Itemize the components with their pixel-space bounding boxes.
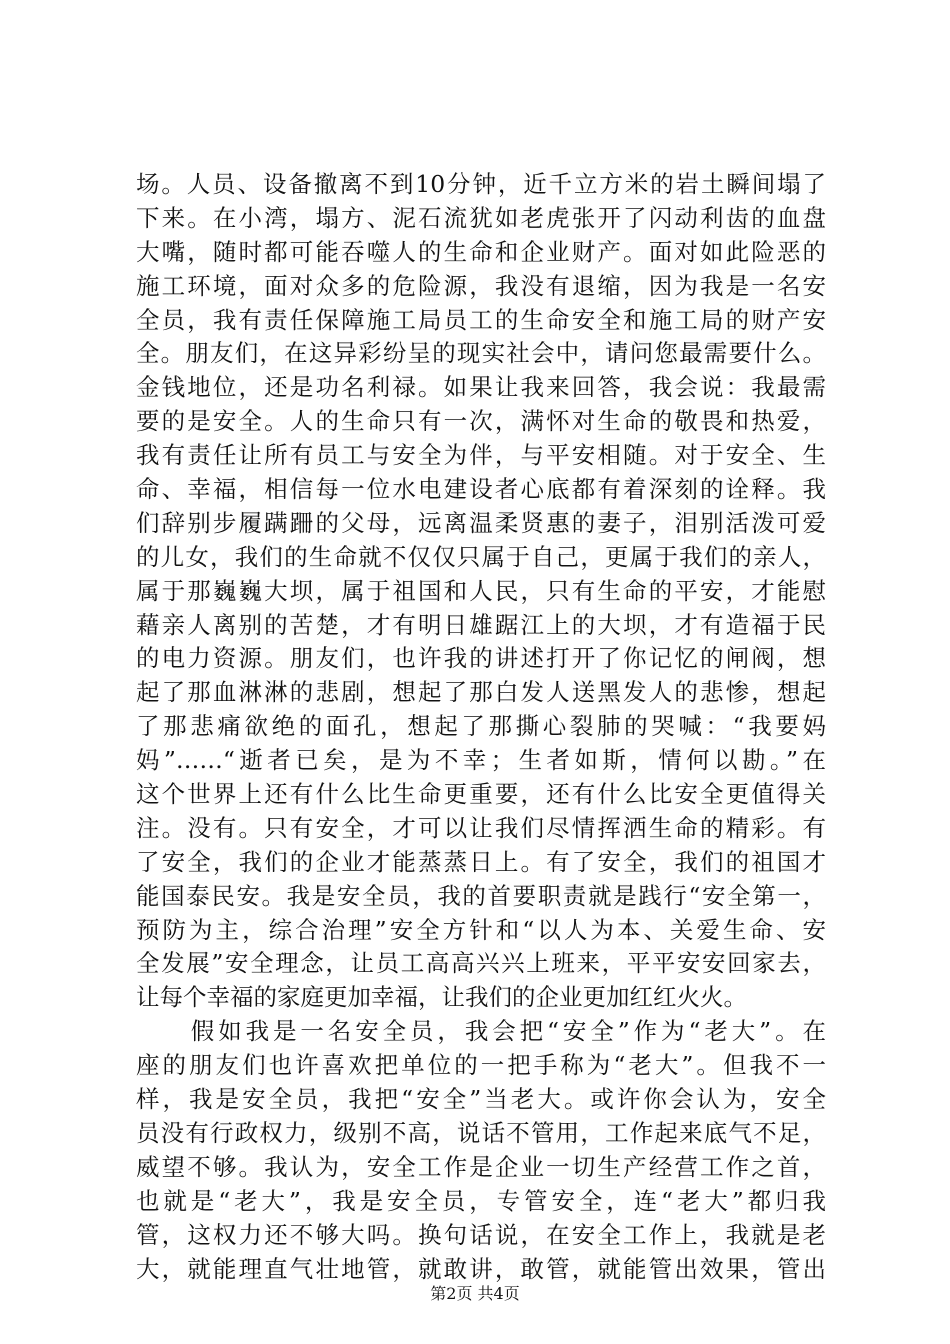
text-line: 管，这权力还不够大吗。换句话说，在安全工作上，我就是老 (136, 1220, 826, 1249)
text-line: 全员，我有责任保障施工局员工的生命安全和施工局的财产安 (136, 305, 826, 334)
text-line: 场。人员、设备撤离不到10分钟，近千立方米的岩土瞬间塌了 (136, 170, 826, 198)
text-line: 座的朋友们也许喜欢把单位的一把手称为“老大”。但我不一 (136, 1051, 826, 1080)
text-line: 我有责任让所有员工与安全为伴，与平安相随。对于安全、生 (136, 441, 826, 470)
text-line: 让每个幸福的家庭更加幸福，让我们的企业更加红红火火。 (136, 983, 747, 1012)
text-line: 也就是“老大”，我是安全员，专管安全，连“老大”都归我 (136, 1186, 826, 1215)
page-number-footer: 第2页 共4页 (430, 1284, 520, 1303)
text-line: 威望不够。我认为，安全工作是企业一切生产经营工作之首， (136, 1152, 826, 1181)
text-line: 金钱地位，还是功名利禄。如果让我来回答，我会说：我最需 (136, 373, 826, 402)
text-line: 大，就能理直气壮地管，就敢讲，敢管，就能管出效果，管出 (136, 1254, 826, 1283)
text-line: 属于那巍巍大坝，属于祖国和人民，只有生命的平安，才能慰 (136, 576, 826, 605)
text-line: 妈”……“逝者已矣，是为不幸；生者如斯，情何以勘。”在 (136, 746, 826, 775)
text-line: 这个世界上还有什么比生命更重要，还有什么比安全更值得关 (136, 780, 826, 809)
text-line: 了安全，我们的企业才能蒸蒸日上。有了安全，我们的祖国才 (136, 847, 826, 876)
text-line: 全发展”安全理念，让员工高高兴兴上班来，平平安安回家去， (136, 949, 826, 978)
text-line: 员没有行政权力，级别不高，说话不管用，工作起来底气不足， (136, 1118, 826, 1147)
text-line: 样，我是安全员，我把“安全”当老大。或许你会认为，安全 (136, 1085, 826, 1114)
body-text (136, 168, 826, 1286)
text-line: 的儿女，我们的生命就不仅仅只属于自己，更属于我们的亲人， (136, 542, 826, 571)
text-line: 能国泰民安。我是安全员，我的首要职责就是践行“安全第一， (136, 881, 826, 910)
text-line: 了那悲痛欲绝的面孔，想起了那撕心裂肺的哭喊：“我要妈 (136, 712, 826, 741)
text-line: 全。朋友们，在这异彩纷呈的现实社会中，请问您最需要什么。 (136, 339, 826, 368)
text-line: 下来。在小湾，塌方、泥石流犹如老虎张开了闪动利齿的血盘 (136, 203, 826, 232)
text-line: 藉亲人离别的苦楚，才有明日雄踞江上的大坝，才有造福于民 (136, 610, 826, 639)
text-line: 施工环境，面对众多的危险源，我没有退缩，因为我是一名安 (136, 271, 826, 300)
text-line: 命、幸福，相信每一位水电建设者心底都有着深刻的诠释。我 (136, 475, 826, 504)
text-line: 假如我是一名安全员，我会把“安全”作为“老大”。在 (136, 1017, 826, 1046)
text-line: 的电力资源。朋友们，也许我的讲述打开了你记忆的闸阀，想 (136, 644, 826, 673)
text-line: 起了那血淋淋的悲剧，想起了那白发人送黑发人的悲惨，想起 (136, 678, 826, 707)
text-line: 预防为主，综合治理”安全方针和“以人为本、关爱生命、安 (136, 915, 826, 944)
text-line: 要的是安全。人的生命只有一次，满怀对生命的敬畏和热爱， (136, 407, 826, 436)
text-line: 注。没有。只有安全，才可以让我们尽情挥洒生命的精彩。有 (136, 813, 826, 842)
text-line: 大嘴，随时都可能吞噬人的生命和企业财产。面对如此险恶的 (136, 237, 826, 266)
text-line: 们辞别步履蹒跚的父母，远离温柔贤惠的妻子，泪别活泼可爱 (136, 508, 826, 537)
